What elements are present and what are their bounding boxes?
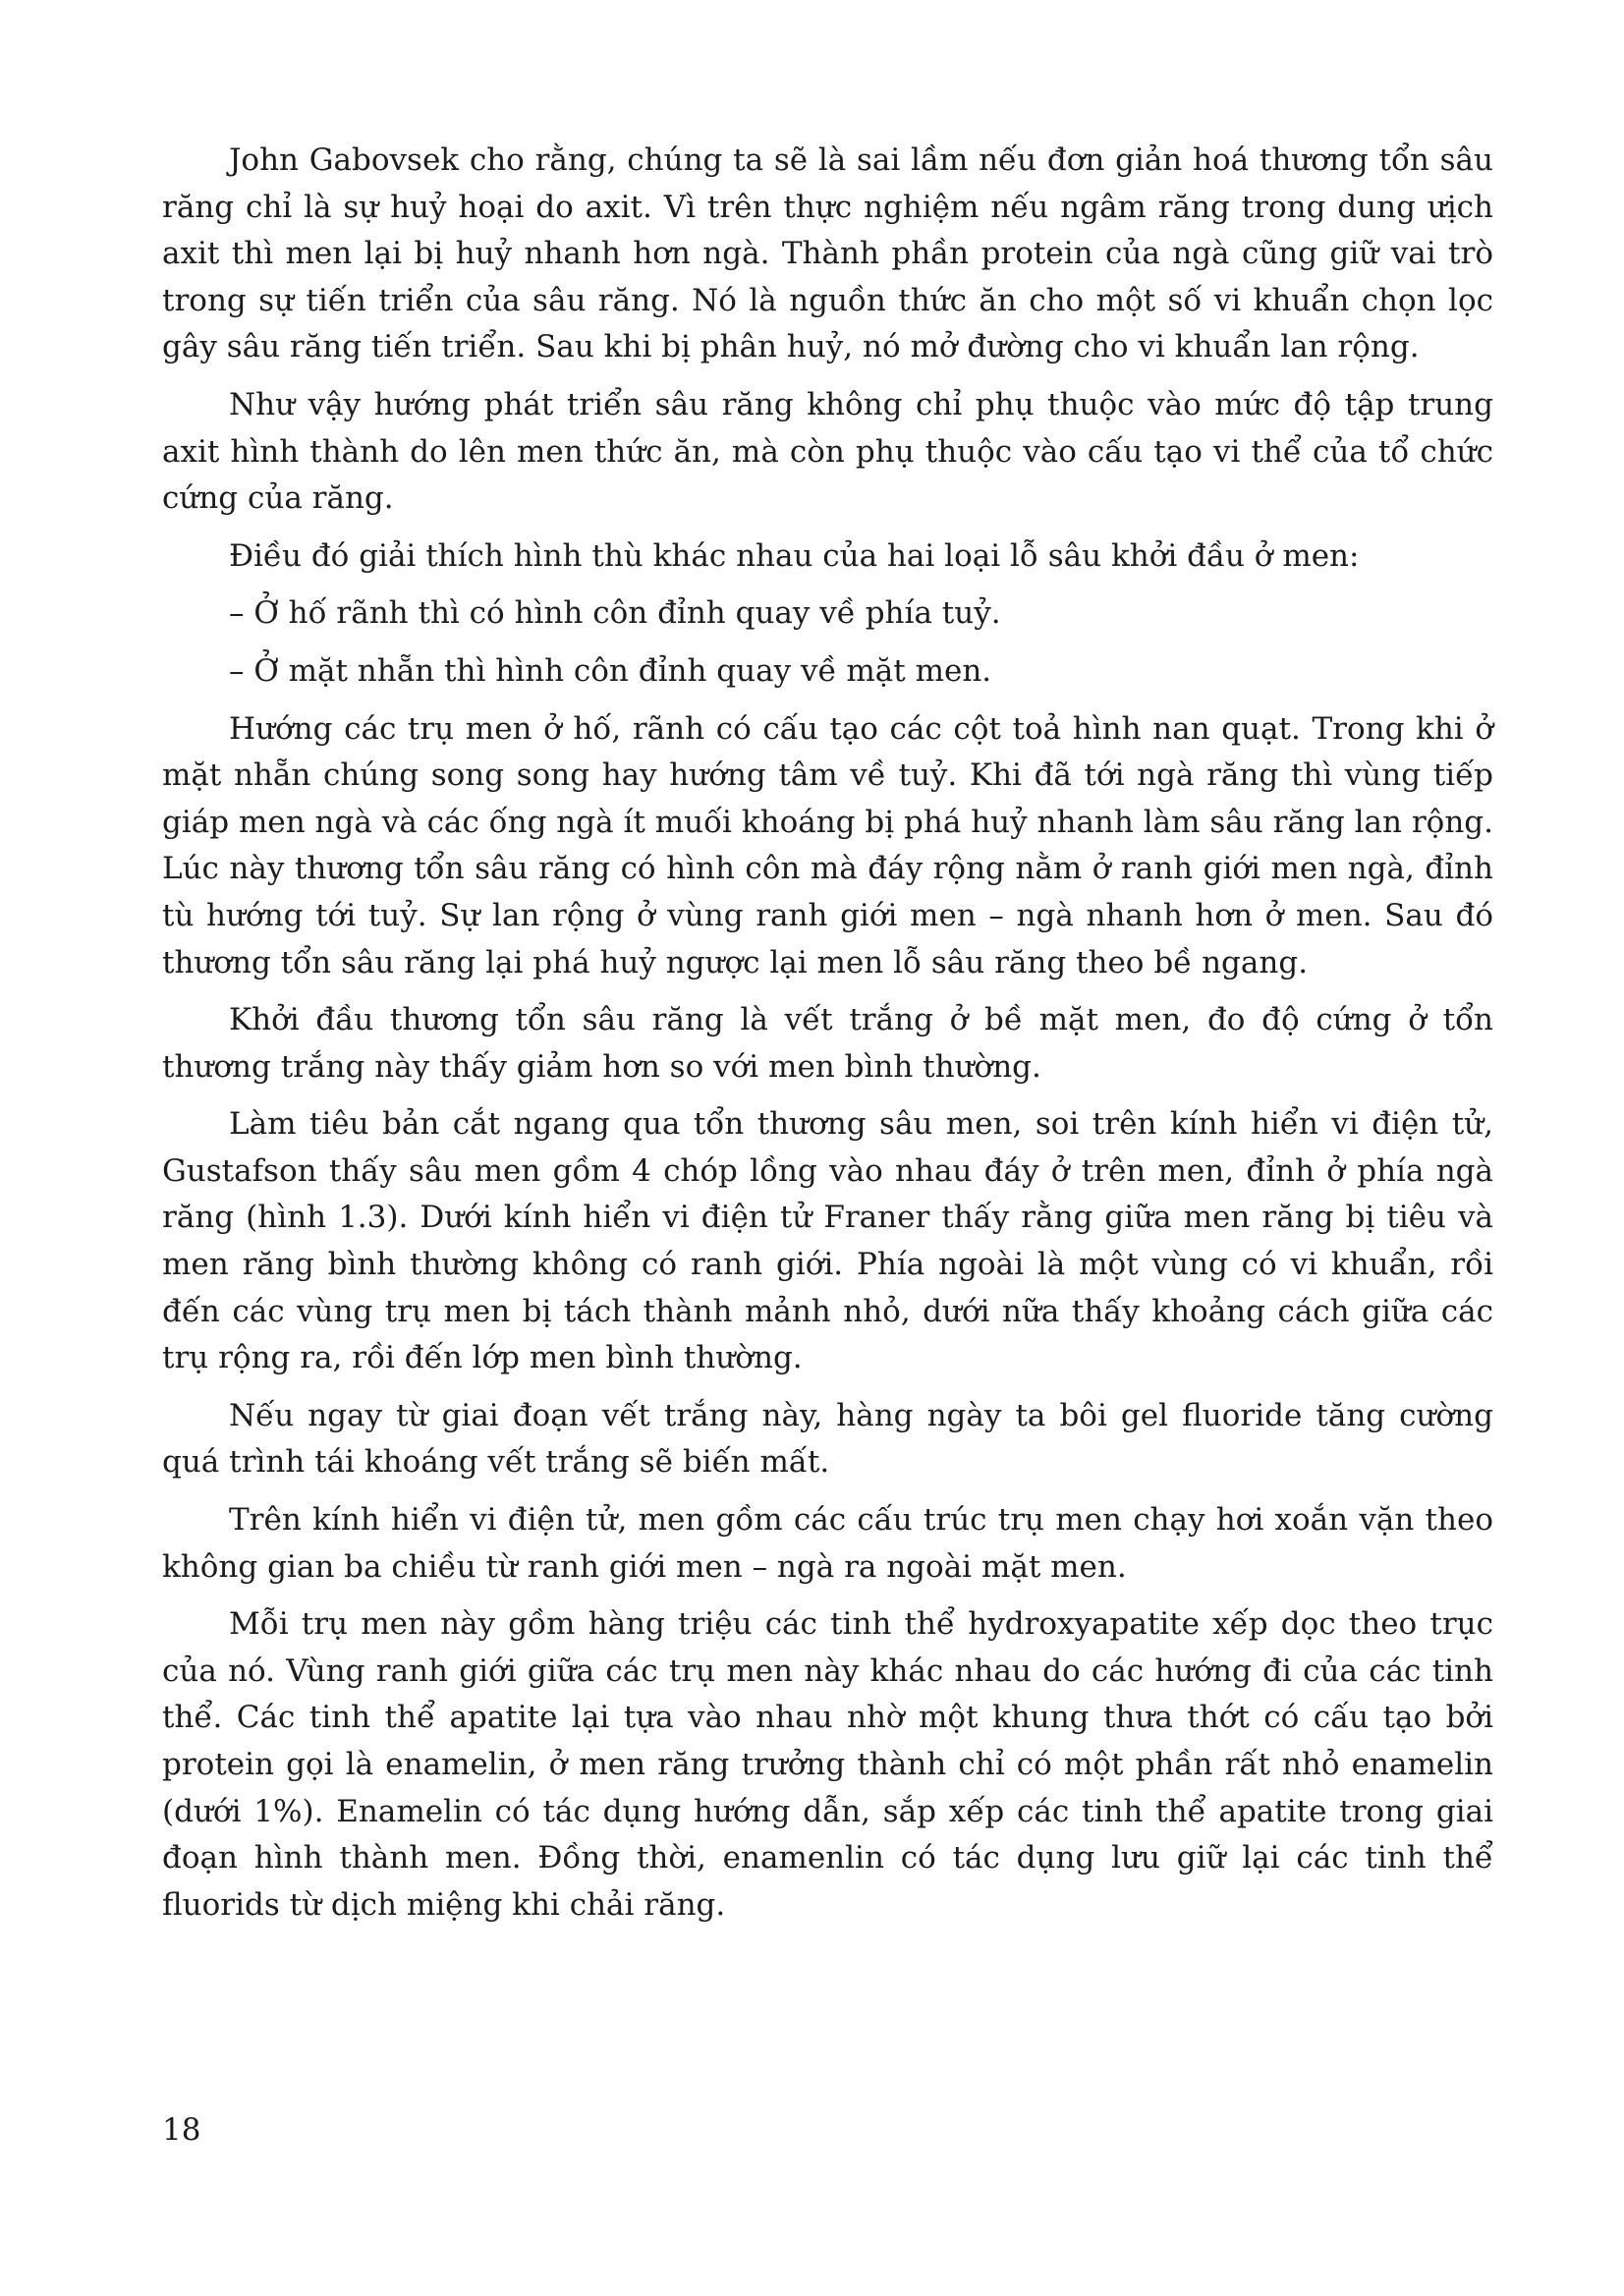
paragraph: Làm tiêu bản cắt ngang qua tổn thương sâu men, soi trên kính hiển vi điện tử, Gustafson thấy sâu men gồm 4 chóp lồng vào nhau đáy ở trên men, đỉnh ở phía ngà răng (hình 1.3). Dưới kính hiển vi điện tử Franer thấy rằng giữa men răng bị tiêu và men răng bình thường không có ranh giới. Phía ngoài là một vùng có vi khuẩn, rồi đến các vùng trụ men bị tách thành mảnh nhỏ, dưới nữa thấy khoảng cách giữa các trụ rộng ra, rồi đến lớp men bình thường. [162, 1106, 1493, 1376]
paragraph: Nếu ngay từ giai đoạn vết trắng này, hàng ngày ta bôi gel fluoride tăng cường quá trình tái khoáng vết trắng sẽ biến mất. [162, 1397, 1493, 1481]
list-item: – Ở hố rãnh thì có hình côn đỉnh quay về phía tuỷ. [229, 595, 1001, 632]
paragraph: Trên kính hiển vi điện tử, men gồm các cấu trúc trụ men chạy hơi xoắn vặn theo không gian ba chiều từ ranh giới men – ngà ra ngoài mặt men. [162, 1502, 1493, 1585]
paragraph: Mỗi trụ men này gồm hàng triệu các tinh thể hydroxyapatite xếp dọc theo trục của nó. Vùng ranh giới giữa các trụ men này khác nhau do các hướng đi của các tinh thể. Các tinh thể apatite lại tựa vào nhau nhờ một khung thưa thớt có cấu tạo bởi protein gọi là enamelin, ở men răng trưởng thành chỉ có một phần rất nhỏ enamelin (dưới 1%). Enamelin có tác dụng hướng dẫn, sắp xếp các tinh thể apatite trong giai đoạn hình thành men. Đồng thời, enamenlin có tác dụng lưu giữ lại các tinh thể fluorids từ dịch miệng khi chải răng. [162, 1606, 1493, 1923]
paragraph: John Gabovsek cho rằng, chúng ta sẽ là sai lầm nếu đơn giản hoá thương tổn sâu răng chỉ là sự huỷ hoại do axit. Vì trên thực nghiệm nếu ngâm răng trong dung ưịch axit thì men lại bị huỷ nhanh hơn ngà. Thành phần protein của ngà cũng giữ vai trò trong sự tiến triển của sâu răng. Nó là nguồn thức ăn cho một số vi khuẩn chọn lọc gây sâu răng tiến triển. Sau khi bị phân huỷ, nó mở đường cho vi khuẩn lan rộng. [162, 142, 1493, 365]
paragraph: Điều đó giải thích hình thù khác nhau của hai loại lỗ sâu khởi đầu ở men: [229, 537, 1360, 574]
paragraph: Như vậy hướng phát triển sâu răng không chỉ phụ thuộc vào mức độ tập trung axit hình thành do lên men thức ăn, mà còn phụ thuộc vào cấu tạo vi thể của tổ chức cứng của răng. [162, 386, 1493, 517]
list-item: – Ở mặt nhẵn thì hình côn đỉnh quay về mặt men. [229, 652, 992, 689]
paragraph: Hướng các trụ men ở hố, rãnh có cấu tạo các cột toả hình nan quạt. Trong khi ở mặt nhẵn chúng song song hay hướng tâm về tuỷ. Khi đã tới ngà răng thì vùng tiếp giáp men ngà và các ống ngà ít muối khoáng bị phá huỷ nhanh làm sâu răng lan rộng. Lúc này thương tổn sâu răng có hình côn mà đáy rộng nằm ở ranh giới men ngà, đỉnh tù hướng tới tuỷ. Sự lan rộng ở vùng ranh giới men – ngà nhanh hơn ở men. Sau đó thương tổn sâu răng lại phá huỷ ngược lại men lỗ sâu răng theo bề ngang. [162, 710, 1493, 980]
page-body [162, 138, 1493, 1939]
paragraph: Khởi đầu thương tổn sâu răng là vết trắng ở bề mặt men, đo độ cứng ở tổn thương trắng này thấy giảm hơn so với men bình thường. [162, 1002, 1493, 1085]
page-number: 18 [162, 2112, 201, 2148]
